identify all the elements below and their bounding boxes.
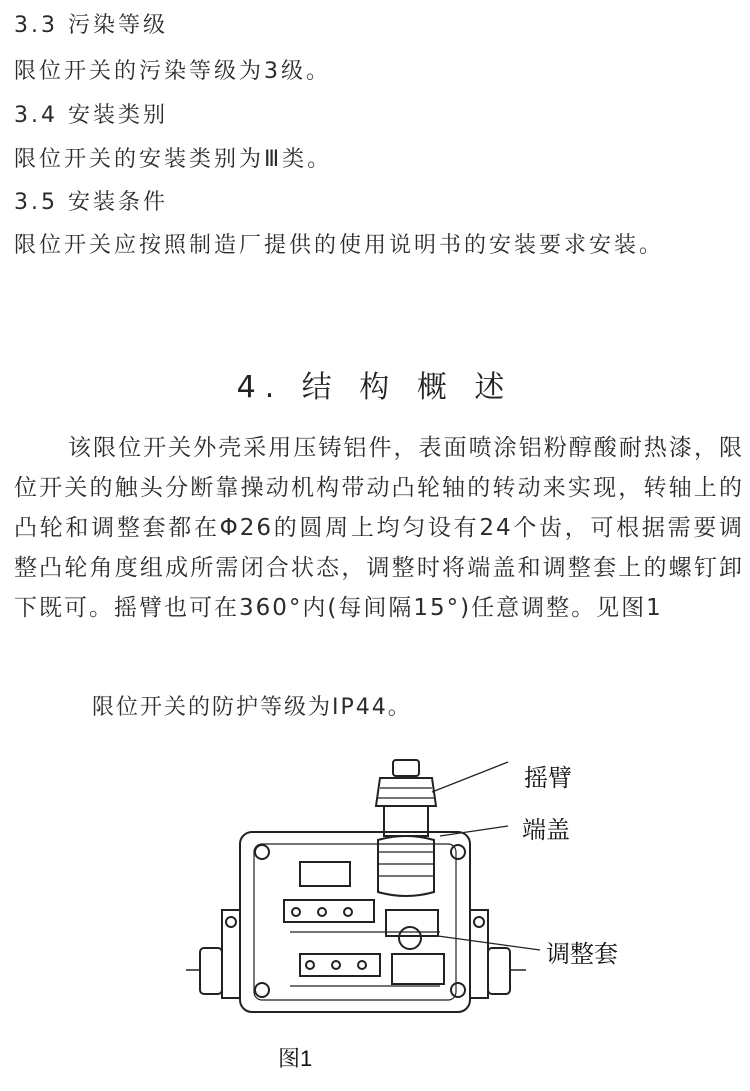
figure-caption: 图1 <box>278 1046 313 1071</box>
rocker-arm-hub <box>376 778 436 806</box>
right-mounting-foot <box>470 910 488 998</box>
section-3-3-body: 限位开关的污染等级为3级。 <box>14 59 331 84</box>
left-mounting-foot <box>222 910 240 998</box>
top-bracket <box>300 862 350 886</box>
right-cable-gland <box>488 948 510 994</box>
screw-icon <box>255 983 269 997</box>
screw-icon <box>451 845 465 859</box>
cam-wheel <box>399 927 421 949</box>
left-cable-gland <box>200 948 222 994</box>
structure-paragraph: 该限位开关外壳采用压铸铝件，表面喷涂铝粉醇酸耐热漆，限位开关的触头分断靠操动机构带动凸轮轴的转动来实现，转轴上的凸轮和调整套都在Φ26的圆周上均匀设有24个齿，可根据需要调整凸轮角度组成所需闭合状态，调整时将端盖和调整套上的螺钉卸下既可。摇臂也可在360°内(每间隔15°)任意调整。见图1 <box>14 435 744 621</box>
section-3-5-body: 限位开关应按照制造厂提供的使用说明书的安装要求安装。 <box>14 233 665 258</box>
screw-icon <box>255 845 269 859</box>
section-3-5-heading: 3.5 安装条件 <box>14 190 168 215</box>
rocker-arm <box>393 760 419 776</box>
limit-switch-drawing <box>0 740 750 1040</box>
upper-contact-block <box>284 900 374 922</box>
screw-icon <box>226 917 236 927</box>
protection-level-line: 限位开关的防护等级为IP44。 <box>92 695 412 720</box>
screw-icon <box>451 983 465 997</box>
section-3-4-body: 限位开关的安装类别为Ⅲ类。 <box>14 147 333 172</box>
section-3-4-heading: 3.4 安装类别 <box>14 103 168 128</box>
label-end-cover: 端盖 <box>522 817 570 844</box>
screw-icon <box>474 917 484 927</box>
label-rocker-arm: 摇臂 <box>524 765 572 792</box>
rocker-arm-leader <box>432 762 508 792</box>
bellows <box>378 836 434 896</box>
section-3-3-heading: 3.3 污染等级 <box>14 13 168 38</box>
label-adjusting-sleeve: 调整套 <box>546 941 618 968</box>
cam-block <box>392 954 444 984</box>
chapter-title: 4. 结 构 概 述 <box>236 370 514 405</box>
